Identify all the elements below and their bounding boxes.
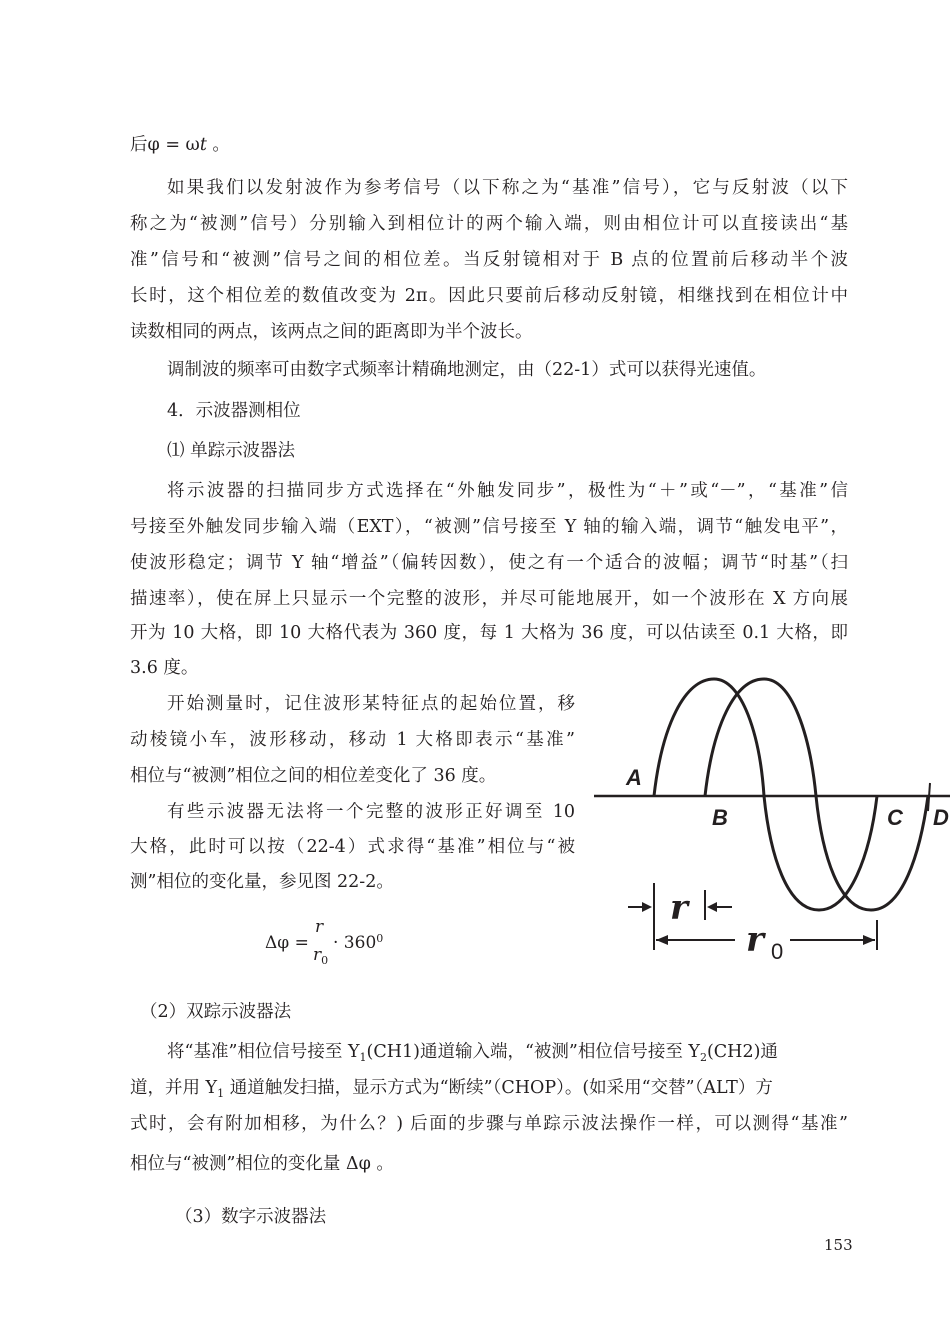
paragraph-5-line-1: 有些示波器无法将一个完整的波形正好调至 10 xyxy=(167,802,575,822)
paragraph-4-line-1: 开始测量时，记住波形某特征点的起始位置，移 xyxy=(167,694,575,714)
paragraph-6-line-3: 式时，会有附加相移，为什么？) 后面的步骤与单踪示波法操作一样，可以测得“基准” xyxy=(130,1114,848,1134)
label-c: C xyxy=(887,805,903,830)
paragraph-3-line-1: 将示波器的扫描同步方式选择在“外触发同步”，极性为“＋”或“－”，“基准”信 xyxy=(167,481,848,501)
paragraph-1-line-5: 读数相同的两点，该两点之间的距离即为半个波长。 xyxy=(130,322,533,342)
paragraph-4-line-3: 相位与“被测”相位之间的相位差变化了 36 度。 xyxy=(130,766,497,786)
measured-wave xyxy=(705,679,928,910)
r-arrowhead-left xyxy=(642,902,652,912)
paragraph-1-line-1: 如果我们以发射波作为参考信号（以下称之为“基准”信号），它与反射波（以下 xyxy=(167,178,848,198)
paragraph-3-line-3: 使波形稳定；调节 Y 轴“增益”（偏转因数），使之有一个适合的波幅；调节“时基”（扫 xyxy=(130,553,848,573)
line-phi-omega-t: 后φ = ωt 。 xyxy=(130,135,230,155)
paragraph-6-line-4: 相位与“被测”相位的变化量 Δφ 。 xyxy=(130,1154,394,1174)
paragraph-3-line-4: 描速率），使在屏上只显示一个完整的波形，并尽可能地展开，如一个波形在 X 方向展 xyxy=(130,589,848,609)
paragraph-5-line-3: 测”相位的变化量，参见图 22-2。 xyxy=(130,872,394,892)
r0-arrowhead-left xyxy=(656,935,668,945)
marker-line-d xyxy=(928,783,930,811)
label-b: B xyxy=(712,805,728,830)
paragraph-5-line-2: 大格，此时可以按（22-4）式求得“基准”相位与“被 xyxy=(130,837,575,857)
paragraph-2: 调制波的频率可由数字式频率计精确地测定，由（22-1）式可以获得光速值。 xyxy=(167,360,767,380)
subsection-heading-3: （3）数字示波器法 xyxy=(175,1207,327,1227)
formula-numerator: r xyxy=(315,917,324,937)
reference-wave xyxy=(654,679,877,910)
label-r0-subscript: 0 xyxy=(771,939,784,964)
paragraph-3-line-6: 3.6 度。 xyxy=(130,658,199,678)
paragraph-6-line-2: 道，并用 $Y_1$ 通道触发扫描，显示方式为“断续”（CHOP）。(如采用“交替”（ALT）方 xyxy=(130,1078,773,1100)
paragraph-6-line-1: 将“基准”相位信号接至 $Y_1(CH1)$通道输入端，“被测”相位信号接至 $Y_2(CH2)$通 xyxy=(167,1042,778,1064)
formula-22-4: Δφ = r $r_0$ · $360^0$ xyxy=(265,917,384,967)
paragraph-4-line-2: 动棱镜小车，波形移动，移动 1 大格即表示“基准” xyxy=(130,730,575,750)
section-heading-4: 4．示波器测相位 xyxy=(167,401,301,421)
label-r: r xyxy=(670,888,688,928)
formula-denominator: $r_0$ xyxy=(313,945,329,967)
label-r0: r xyxy=(746,920,764,960)
subsection-heading-2: （2）双踪示波器法 xyxy=(140,1002,292,1022)
phase-shift-figure xyxy=(590,665,950,965)
paragraph-1-line-3: 准”信号和“被测”信号之间的相位差。当反射镜相对于 B 点的位置前后移动半个波 xyxy=(130,250,848,270)
paragraph-1-line-4: 长时，这个相位差的数值改变为 2π。因此只要前后移动反射镜，相继找到在相位计中 xyxy=(130,286,848,306)
paragraph-1-line-2: 称之为“被测”信号）分别输入到相位计的两个输入端，则由相位计可以直接读出“基 xyxy=(130,214,848,234)
paragraph-3-line-5: 开为 10 大格，即 10 大格代表为 360 度，每 1 大格为 36 度，可以估读至 0.1 大格，即 xyxy=(130,623,848,643)
label-d: D xyxy=(933,805,949,830)
page-number: 153 xyxy=(824,1236,853,1254)
paragraph-3-line-2: 号接至外触发同步输入端（EXT），“被测”信号接至 Y 轴的输入端，调节“触发电平”， xyxy=(130,517,848,537)
r-arrowhead-right xyxy=(707,902,717,912)
label-a: A xyxy=(626,765,642,790)
r0-arrowhead-right xyxy=(863,935,875,945)
subsection-heading-1: ⑴ 单踪示波器法 xyxy=(167,441,296,461)
